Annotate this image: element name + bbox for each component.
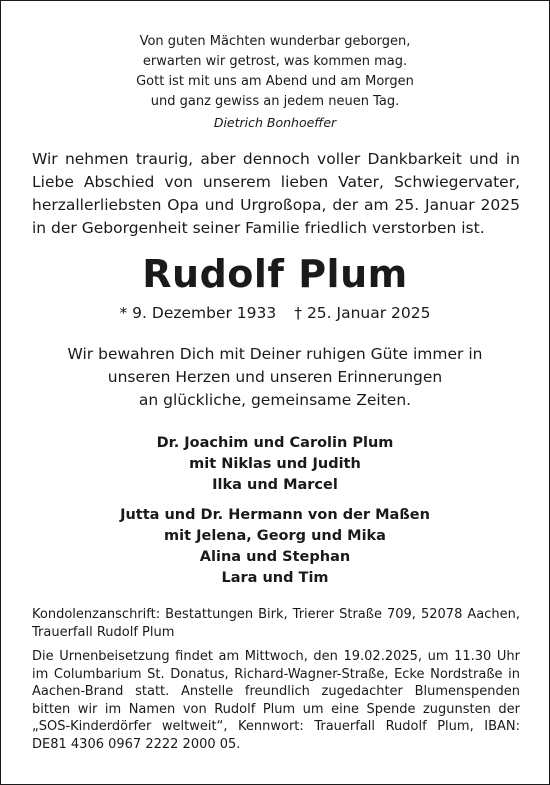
mourner-group [0,433,550,496]
intro-text: Wir nehmen traurig, aber dennoch voller Dankbarkeit und in Liebe Abschied von unserem lieben Vater, Schwiegervater, herzallerliebsten Opa und Urgroßopa, der am 25. Januar 2025 in der Geborgenheit seiner Familie friedlich verstorben ist. [32,150,520,237]
mourners-list [0,433,550,589]
urn-burial-info: Die Urnenbeisetzung findet am Mittwoch, den 19.02.2025, um 11.30 Uhr im Columbarium St. Donatus, Richard-Wagner-Straße, Ecke Nordstraße in Aachen-Brand statt. Anstelle freundlich zugedachter Blumenspenden bitten wir im Namen von Rudolf Plum um eine Spende zugunsten der „SOS-Kinderdörfer weltweit“, Kennwort: Trauerfall Rudolf Plum, IBAN: DE81 4306 0967 2222 2000 05. [32,649,520,752]
poem-line: erwarten wir getrost, was kommen mag. [142,54,408,69]
farewell-text [0,343,550,412]
mourner-line: Dr. Joachim und Carolin Plum [156,435,394,451]
mourner-line: mit Niklas und Judith [189,456,361,472]
life-dates [0,304,550,322]
condolence-address: Kondolenzanschrift: Bestattungen Birk, Trierer Straße 709, 52078 Aachen, Trauerfall Rudolf Plum [32,607,520,640]
mourner-line: mit Jelena, Georg und Mika [164,528,386,544]
mourner-line: Jutta und Dr. Hermann von der Maßen [120,507,430,523]
mourner-line: Ilka und Marcel [212,477,338,493]
poem [0,32,550,133]
death-date: † 25. Januar 2025 [294,304,431,322]
farewell-line: unseren Herzen und unseren Erinnerungen [107,368,443,386]
farewell-line: an glückliche, gemeinsame Zeiten. [138,391,412,409]
poem-line: Gott ist mit uns am Abend und am Morgen [136,74,414,89]
deceased-name: Rudolf Plum [142,252,408,296]
poem-line: und ganz gewiss an jedem neuen Tag. [150,94,400,109]
mourner-group [0,505,550,589]
birth-date: * 9. Dezember 1933 [119,304,277,322]
mourner-line: Alina und Stephan [199,549,351,565]
poem-author: Dietrich Bonhoeffer [213,115,337,130]
farewell-line: Wir bewahren Dich mit Deiner ruhigen Güte immer in [67,345,483,363]
poem-line: Von guten Mächten wunderbar geborgen, [139,34,411,49]
mourner-line: Lara und Tim [221,570,329,586]
